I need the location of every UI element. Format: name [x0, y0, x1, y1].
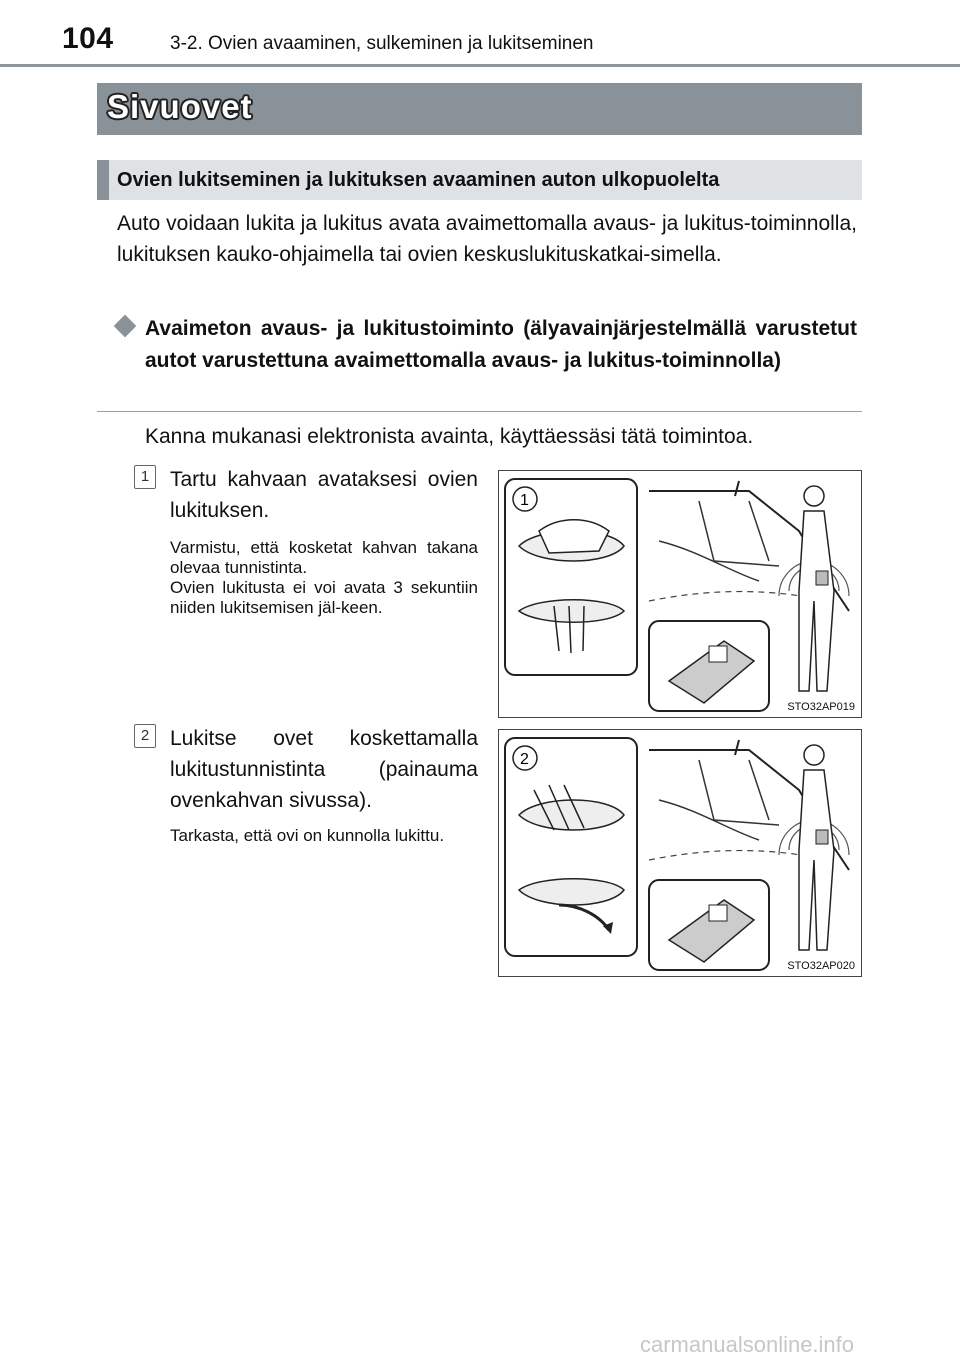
section-heading: Avaimeton avaus- ja lukitustoiminto (älyavainjärjestelmällä varustetut autot varustettuna avaimettomalla avaus- ja lukitus-toiminnolla) [145, 317, 857, 372]
step-2-note-1: Tarkasta, että ovi on kunnolla lukittu. [170, 826, 445, 845]
illustration-step-2 [498, 729, 862, 977]
page-title: Sivuovet [107, 88, 253, 125]
figure-1-code: STO32AP019 [787, 701, 855, 713]
step-1-text: Tartu kahvaan avataksesi ovien lukituksen. [170, 468, 478, 522]
subtitle: Ovien lukitseminen ja lukituksen avaaminen auton ulkopuolelta [117, 169, 720, 191]
step-number-2: 2 [134, 724, 156, 748]
header-rule [0, 64, 960, 67]
title-band [97, 83, 862, 135]
step-2-text: Lukitse ovet koskettamalla lukitustunnistinta (painauma ovenkahvan sivussa). [170, 727, 478, 812]
door-handle-lock-illustration [499, 730, 861, 976]
illustration-step-1 [498, 470, 862, 718]
step-number-1: 1 [134, 465, 156, 489]
section-intro: Kanna mukanasi elektronista avainta, käyttäessäsi tätä toimintoa. [145, 425, 754, 448]
diamond-bullet-icon [114, 315, 137, 338]
figure-1-label: 1 [520, 492, 529, 509]
running-head: 3-2. Ovien avaaminen, sulkeminen ja lukitseminen [170, 33, 594, 54]
section-rule [97, 411, 862, 412]
step-1-note-2: Ovien lukitusta ei voi avata 3 sekuntiin niiden lukitsemisen jäl-keen. [170, 578, 478, 617]
figure-2-code: STO32AP020 [787, 960, 855, 972]
figure-2-label: 2 [520, 751, 529, 768]
watermark: carmanualsonline.info [640, 1332, 855, 1357]
page-number: 104 [62, 22, 114, 55]
door-handle-unlock-illustration [499, 471, 861, 717]
intro-paragraph: Auto voidaan lukita ja lukitus avata avaimettomalla avaus- ja lukitus-toiminnolla, lukituksen kauko-ohjaimella tai ovien keskuslukituskatkai-simella. [117, 212, 857, 266]
step-1-note-1: Varmistu, että kosketat kahvan takana olevaa tunnistinta. [170, 538, 478, 577]
subtitle-accent-bar [97, 160, 109, 200]
subtitle-band [97, 160, 862, 200]
